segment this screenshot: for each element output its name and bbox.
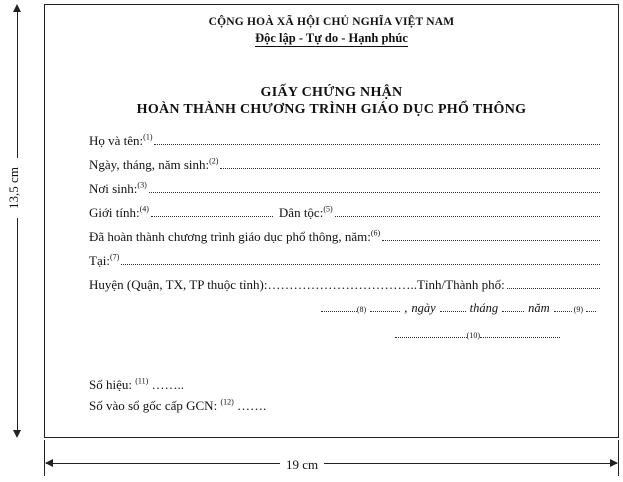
- height-dimension-line: [17, 6, 18, 436]
- register-line: [89, 398, 266, 414]
- serial-label: Số hiệu:: [89, 377, 132, 392]
- signer-title-field[interactable]: [395, 329, 467, 338]
- year-label: năm: [528, 301, 550, 315]
- school-label: Tại:$^{(7)}$: [89, 252, 120, 268]
- district-province-line: [89, 277, 602, 295]
- birthplace-label: Nơi sinh:$^{(3)}$: [89, 180, 147, 196]
- completed-line: [89, 229, 602, 247]
- birthplace-field[interactable]: [149, 182, 600, 193]
- full-name-line: [89, 133, 602, 151]
- height-arrow-bottom: [13, 430, 21, 438]
- width-dimension-line: [46, 463, 617, 464]
- full-name-field[interactable]: [154, 134, 600, 145]
- width-dimension-label: 19 cm: [280, 457, 324, 473]
- gender-label: Giới tính:$^{(4)}$: [89, 204, 149, 220]
- national-slogan: Độc lập - Tự do - Hạnh phúc: [255, 31, 408, 45]
- register-label: Số vào sổ gốc cấp GCN:: [89, 398, 218, 413]
- school-field[interactable]: [121, 254, 600, 265]
- gender-field[interactable]: [151, 206, 273, 217]
- signer-name-field[interactable]: [480, 329, 560, 338]
- width-tick-right: [618, 440, 619, 476]
- certificate-subtitle: HOÀN THÀNH CHƯƠNG TRÌNH GIÁO DỤC PHỔ THÔNG: [136, 102, 527, 117]
- place-date-line: (8) , ngày tháng năm (9): [321, 301, 596, 319]
- certificate-form: [44, 4, 619, 438]
- completed-year-field[interactable]: [382, 230, 600, 241]
- year-field[interactable]: [554, 303, 572, 312]
- national-motto: CỘNG HOÀ XÃ HỘI CHỦ NGHĨA VIỆT NAM: [208, 16, 455, 28]
- completed-label: Đã hoàn thành chương trình giáo dục phổ thông, năm:$^{(6)}$: [89, 228, 381, 244]
- width-arrow-left: [45, 459, 53, 467]
- dob-field[interactable]: [220, 158, 600, 169]
- register-field[interactable]: …….: [237, 398, 267, 413]
- width-tick-left: [44, 440, 45, 476]
- height-dimension-label: 13,5 cm: [6, 158, 22, 218]
- dob-label: Ngày, tháng, năm sinh:$^{(2)}$: [89, 156, 219, 172]
- dob-line: [89, 157, 602, 175]
- ethnicity-label: Dân tộc:$^{(5)}$: [278, 204, 333, 220]
- place-field[interactable]: [321, 303, 357, 312]
- district-province-label: Huyện (Quận, TX, TP thuộc tỉnh):……………………………..Tỉnh/Thành phố:: [89, 277, 505, 292]
- month-label: tháng: [469, 301, 499, 315]
- gender-ethnicity-line: [89, 205, 602, 223]
- serial-sup: (11): [135, 376, 149, 386]
- birthplace-line: [89, 181, 602, 199]
- serial-field[interactable]: ……..: [151, 377, 185, 392]
- full-name-label: Họ và tên:$^{(1)}$: [89, 132, 153, 148]
- province-field[interactable]: [507, 278, 600, 289]
- month-field[interactable]: [502, 303, 524, 312]
- height-arrow-top: [13, 4, 21, 12]
- certificate-title: GIẤY CHỨNG NHẬN: [260, 85, 403, 100]
- ethnicity-field[interactable]: [335, 206, 600, 217]
- day-field[interactable]: [440, 303, 466, 312]
- signer-line: (10): [395, 329, 560, 347]
- school-line: [89, 253, 602, 271]
- register-sup: (12): [220, 397, 234, 407]
- day-label: ngày: [411, 301, 436, 315]
- width-arrow-right: [610, 459, 618, 467]
- serial-line: [89, 377, 184, 393]
